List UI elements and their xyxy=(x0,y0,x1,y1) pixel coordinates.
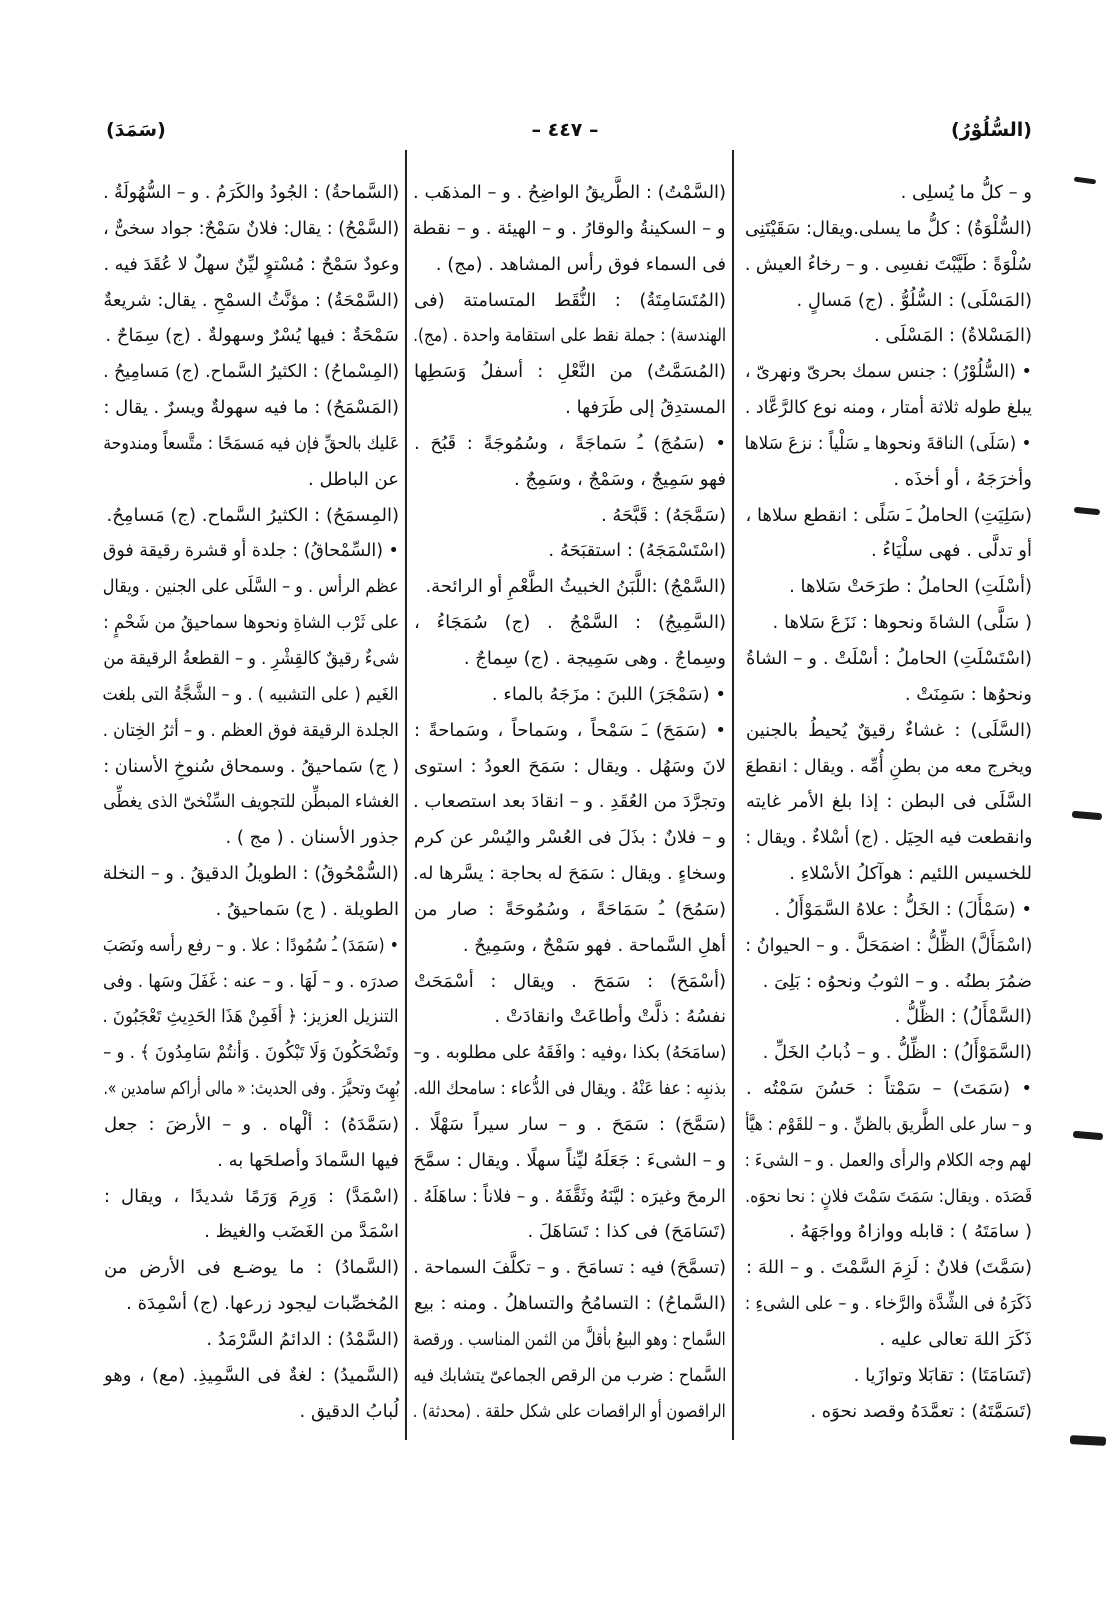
entry-line xyxy=(103,749,399,785)
entry-line xyxy=(103,1250,399,1286)
entry-line-text: • (سَمْأَلَ) : الخَلُّ : علاهُ السَّمَوْأَلُ . xyxy=(774,898,1032,920)
entry-line xyxy=(745,605,1032,641)
entry-line xyxy=(745,999,1032,1035)
entry-line xyxy=(413,211,726,247)
entry-line xyxy=(103,892,399,928)
entry-line-text: عن الباطل . xyxy=(308,468,399,490)
entry-line xyxy=(413,856,726,892)
entry-line xyxy=(413,498,726,534)
entry-line xyxy=(745,498,1032,534)
entry-line-text: للخسيس اللئيم : هوآكلُ الأسْلاءِ . xyxy=(789,863,1032,885)
entry-line xyxy=(103,713,399,749)
entry-line-text: الجلدة الرقيقة فوق العظم . و – أثرُ الخِتان . xyxy=(102,719,399,741)
entry-line xyxy=(103,605,399,641)
entry-line-text: • (السِّمْحاقُ) : جلدة أو قشرة رقيقة فوق xyxy=(103,540,399,562)
entry-line xyxy=(745,354,1032,390)
entry-line-text: السَّماح : ضرب من الرقص الجماعىّ يتشابك فيه xyxy=(412,1364,726,1386)
entry-line-text: سُلْوَةً : طَيَّبْتَ نفسِى . و – رخاءُ العيش . xyxy=(744,253,1032,275)
entry-line xyxy=(413,605,726,641)
entry-line-text: لانَ وسَهُل . ويقال : سَمَحَ العودُ : استوى xyxy=(414,755,726,777)
entry-line xyxy=(413,1179,726,1215)
entry-line-text: وعودٌ سَمْحٌ : مُسْتوٍ ليِّنٌ سهلٌ لا عُقَدَ فيه . xyxy=(102,253,399,275)
entry-line-text: (المُسَمَّتُ) من النَّعْلِ : أسفلُ وَسَطِها xyxy=(414,361,726,383)
entry-line xyxy=(413,1358,726,1394)
entry-line xyxy=(745,749,1032,785)
entry-line xyxy=(103,462,399,498)
right-column xyxy=(745,175,1032,1430)
header-left-keyword: (سَمَدَ) xyxy=(106,119,166,141)
entry-line xyxy=(745,247,1032,283)
entry-line xyxy=(745,211,1032,247)
entry-line xyxy=(103,999,399,1035)
entry-line-text: و – سار على الطَّريق بالظنِّ . و – للقَوْم : هيَّأ xyxy=(745,1113,1032,1135)
entry-line xyxy=(413,318,726,354)
entry-line xyxy=(745,641,1032,677)
entry-line-text: فى السماء فوق رأس المشاهد . (مج) . xyxy=(435,253,726,275)
entry-line-text: (السَّمَوْأَلُ) : الظِّلُّ . و – ذُبابُ الخَلِّ . xyxy=(762,1042,1032,1064)
entry-line-text: جذور الأسنان . ( مج ) . xyxy=(225,827,399,849)
scan-mark xyxy=(1070,1435,1106,1446)
entry-line xyxy=(745,426,1032,462)
entry-line xyxy=(103,1035,399,1071)
entry-line-text: الهندسة) : جملة نقط على استقامة واحدة . (مج). xyxy=(412,325,726,347)
entry-line-text: (السَّمِيجُ) : السَّمْجُ . (ج) سُمَجَاءُ ، xyxy=(414,612,726,634)
entry-line-text: (السَّمْحُ) : يقال: فلانٌ سَمْحٌ: جواد سخىٌّ ، xyxy=(103,217,399,239)
entry-line-text: ( ج) سَماحيقُ . وسمحاق سُنوخِ الأسنان : xyxy=(102,755,399,777)
entry-line-text: (السَّمادُ) : ما يوضـع فى الأرض من xyxy=(104,1257,399,1279)
entry-line-text: و – كلُّ ما يُسلِى . xyxy=(900,182,1032,203)
entry-line-text: (السَّمْأَلُ) : الظِّلُّ . xyxy=(894,1006,1032,1028)
page-number: – ٤٤٧ – xyxy=(531,119,599,141)
entry-line xyxy=(745,1071,1032,1107)
entry-line-text: (المِسْماحُ) : الكثيرُ السَّماح. (ج) مَسامِيحُ . xyxy=(103,361,399,383)
entry-line xyxy=(413,1143,726,1179)
entry-line xyxy=(103,928,399,964)
entry-line xyxy=(103,533,399,569)
entry-line-text: (تَسَمَّتَهُ) : تعمَّدَهُ وقصد نحوَه . xyxy=(810,1400,1032,1422)
entry-line-text: (سَمَّجَهُ) : قَبَّحَهُ . xyxy=(600,504,726,526)
entry-line-text: أو تدلَّى . فهى سلْيَاءُ . xyxy=(870,540,1032,562)
entry-line-text: (اسْتَسْمَجَهُ) : استقبَحَهُ . xyxy=(548,540,726,562)
header-right-keyword: (السُّلُوْرُ) xyxy=(951,119,1032,141)
entry-line-text: ضمُرَ بطنُه . و – الثوبُ ونحوُه : بَلِىَ . xyxy=(762,970,1032,992)
entry-line xyxy=(413,999,726,1035)
entry-line xyxy=(745,892,1032,928)
entry-line xyxy=(745,283,1032,319)
entry-line-text: ذَكَرَ اللهَ تعالى عليه . xyxy=(879,1329,1032,1350)
entry-line-text: شىءٌ رقيقٌ كالقِشْرِ . و – القطعةُ الرقيقة من xyxy=(103,647,399,669)
entry-line-text: وانقطعت فيه الحِيَل . (ج) أسْلاءٌ . ويقال : xyxy=(744,827,1032,849)
entry-line-text: (سامَحَهُ) بكذا ،وفيه : وافَقَهُ على مطلوبه . و– xyxy=(412,1042,726,1064)
entry-line xyxy=(413,175,726,211)
entry-line xyxy=(745,964,1032,1000)
entry-line xyxy=(413,533,726,569)
entry-line-text: بُهِتَ وتحيَّرَ . وفى الحديث: « مالى أراكم سامدين ». xyxy=(103,1078,399,1100)
entry-line xyxy=(745,1179,1032,1215)
entry-line xyxy=(745,928,1032,964)
entry-line xyxy=(413,426,726,462)
scan-mark xyxy=(1074,176,1096,184)
entry-line-text: الرمحَ وغيرَه : ليَّنَهُ وثَقَّفَهُ . و – فلاناً : ساهَلَهُ . xyxy=(412,1185,726,1207)
entry-line-text: وأخرَجَهُ ، أو أخذَه . xyxy=(893,468,1032,490)
entry-line xyxy=(745,1250,1032,1286)
entry-line-text: ذَكَرَهُ فى الشِّدَّة والرَّخاء . و – على الشىءِ : xyxy=(744,1293,1032,1315)
entry-line-text: ( سامَتَهُ ) : قابله ووازاهُ وواجَهَهُ . xyxy=(789,1221,1032,1243)
entry-line xyxy=(413,1286,726,1322)
entry-line-text: على ثَرْب الشاةِ ونحوها سماحيقُ من شَحْمٍ : xyxy=(102,612,399,634)
scan-mark xyxy=(1074,507,1100,516)
entry-line-text: المُخصِّبات ليجود زرعها. (ج) أسْمِدَة . xyxy=(126,1293,399,1315)
entry-line-text: الطويلة . ( ج) سَماحيقُ . xyxy=(215,898,399,920)
entry-line-text: ( سَلَّى) الشاةَ ونحوها : نَزَعَ سَلاها . xyxy=(772,612,1032,634)
entry-line xyxy=(413,677,726,713)
left-column xyxy=(103,175,399,1430)
entry-line-text: ونحوُها : سَمِنَتْ . xyxy=(904,683,1032,705)
entry-line xyxy=(103,964,399,1000)
entry-line-text: (تَسَامَحَ) فى كذا : تَسَاهَلَ . xyxy=(527,1221,726,1243)
entry-line-text: يبلغ طوله ثلاثة أمتار ، ومنه نوع كالرَّعَّاد . xyxy=(745,397,1032,419)
entry-line xyxy=(103,390,399,426)
entry-line xyxy=(103,175,399,211)
scan-mark xyxy=(1073,1131,1103,1141)
entry-line xyxy=(103,318,399,354)
entry-line-text: (المَسْمَحُ) : ما فيه سهولةٌ ويسرٌ . يقال : xyxy=(103,397,399,419)
entry-line-text: (السَّميدُ) : لغةٌ فى السَّمِيذِ. (مع) ، وهو xyxy=(104,1364,399,1386)
entry-line-text: أهلِ السَّماحة . فهو سَمْحٌ ، وسَمِيحٌ . xyxy=(462,934,726,956)
entry-line xyxy=(413,462,726,498)
entry-line xyxy=(745,462,1032,498)
entry-line-text: (تسمَّحَ) فيه : تسامَحَ . و – تكلَّفَ السماحة . xyxy=(412,1257,726,1279)
entry-line xyxy=(745,1394,1032,1430)
entry-line xyxy=(413,784,726,820)
entry-line-text: (السَّماحُ) : التسامُحُ والتساهلُ . ومنه : بيع xyxy=(414,1293,726,1315)
entry-line xyxy=(103,1214,399,1250)
entry-line-text: السَّماح : وهو البيعُ بأقلَّ من الثمن المناسب . ورقصة xyxy=(412,1329,726,1350)
entry-line xyxy=(745,1286,1032,1322)
entry-line xyxy=(745,1214,1032,1250)
entry-line-text: نفسُهُ : ذلَّتْ وأطاعَتْ وانقادَتْ . xyxy=(494,1006,726,1028)
entry-line xyxy=(413,283,726,319)
entry-line xyxy=(103,1394,399,1430)
entry-line xyxy=(745,820,1032,856)
entry-line xyxy=(745,318,1032,354)
entry-line xyxy=(103,1286,399,1322)
entry-line-text: • (سَمُجَ) ـُ سَماجَةً ، وسُمُوجَةً : قَبُحَ . xyxy=(414,432,726,454)
entry-line-text: (المَسْلاةُ) : المَسْلَى . xyxy=(873,325,1032,347)
entry-line xyxy=(103,247,399,283)
entry-line-text: (السُّمْحُوقُ) : الطويلُ الدقيقُ . و – النخلة xyxy=(102,863,399,885)
entry-line-text: السَّلَى فى البطن : إذا بلغ الأمر غايته xyxy=(746,791,1032,813)
entry-line-text: اسْمَدَّ من الغَضَب والغيظ . xyxy=(204,1221,399,1243)
entry-line-text: (المِسمَحُ) : الكثيرُ السَّماح. (ج) مَسامِحُ. xyxy=(106,504,399,526)
entry-line-text: (السَّمْجُ) :اللَّبَنُ الخبيثُ الطَّعْمِ أو الرائحة. xyxy=(425,576,726,598)
entry-line-text: الغَيم ( على التشبيه ) . و – الشَّجَّةُ التى بلغت xyxy=(102,683,399,705)
entry-line xyxy=(103,641,399,677)
entry-line-text: المستدِقُ إلى طَرَفها . xyxy=(565,397,726,419)
entry-line xyxy=(413,247,726,283)
entry-line-text: و – الشىءَ : جَعَلَهُ ليِّناً سهلًا . ويقال : سمَّحَ xyxy=(413,1149,726,1171)
entry-line-text: لُبابُ الدقيق . xyxy=(299,1400,399,1422)
entry-line xyxy=(745,390,1032,426)
entry-line xyxy=(413,1322,726,1358)
entry-line-text: (السَّلَى) : غشاءٌ رقيقٌ يُحيطُ بالجنين xyxy=(746,719,1032,741)
entry-line xyxy=(103,426,399,462)
entry-line xyxy=(103,1179,399,1215)
entry-line-text: • (السُّلُوْرُ) : جنس سمك بحرىّ ونهرىّ ، xyxy=(745,361,1032,383)
entry-line xyxy=(745,1143,1032,1179)
entry-line xyxy=(745,713,1032,749)
entry-line xyxy=(413,1394,726,1430)
entry-line-text: وسِماجٌ . وهى سَمِيجة . (ج) سِماجٌ . xyxy=(463,647,726,669)
entry-line xyxy=(745,533,1032,569)
entry-line-text: و – فلانٌ : بذَلَ فى العُسْر واليُسْر عن كرم xyxy=(414,827,726,849)
entry-line-text: (أسْلَتِ) الحاملُ : طرَحَتْ سَلاها . xyxy=(789,576,1032,598)
entry-line xyxy=(413,1214,726,1250)
entry-line xyxy=(413,749,726,785)
entry-line xyxy=(413,820,726,856)
entry-line-text: • (سَمْجَرَ) اللبنَ : مزَجَهُ بالماء . xyxy=(491,683,726,705)
entry-line xyxy=(413,892,726,928)
entry-line-text: الغشاء المبطِّن للتجويف السِّنْخىّ الذى يغطِّى xyxy=(103,791,399,813)
entry-line xyxy=(103,498,399,534)
entry-line xyxy=(103,1143,399,1179)
entry-line-text: (المَسْلَى) : السُّلُوُّ . (ج) مَسالٍ . xyxy=(796,289,1032,311)
entry-line-text: (السَّمْدُ) : الدائمُ السَّرْمَدُ . xyxy=(206,1329,399,1350)
entry-line-text: (أسْمَحَ) : سَمَحَ . ويقال : أسْمَحَتْ xyxy=(414,970,726,992)
entry-line xyxy=(745,1107,1032,1143)
entry-line xyxy=(745,175,1032,211)
middle-column xyxy=(413,175,726,1430)
entry-line-text: (سَمُحَ) ـُ سَمَاحَةً ، وسُمُوحَةً : صار من xyxy=(414,898,726,920)
entry-line xyxy=(103,211,399,247)
entry-line-text: (تَسَامَتَا) : تقابَلا وتوازَيا . xyxy=(853,1364,1032,1386)
entry-line-text: (سَلِيَتِ) الحاملُ ـَ سَلًى : انقطع سلاها ، xyxy=(745,504,1032,526)
entry-line-text: عظم الرأس . و – السَّلَى على الجنين . ويقال xyxy=(103,576,399,598)
entry-line-text: • (سَمَحَ) ـَ سَمْحاً ، وسَماحاً ، وسَماحةً : xyxy=(414,719,726,741)
entry-line-text: (سَمَّتَ) فلانٌ : لَزِمَ السَّمْتَ . و – اللهَ : xyxy=(746,1257,1032,1279)
entry-line xyxy=(413,1107,726,1143)
entry-line xyxy=(413,713,726,749)
column-rule-right xyxy=(732,150,734,1440)
entry-line-text: (اسْمَأَلَّ) الظِّلُّ : اضمَحَلَّ . و – الحيوانُ : xyxy=(745,934,1032,956)
entry-line xyxy=(413,1250,726,1286)
entry-line xyxy=(103,1358,399,1394)
entry-line xyxy=(745,1035,1032,1071)
entry-line xyxy=(103,1107,399,1143)
entry-line xyxy=(745,1322,1032,1358)
entry-line xyxy=(413,354,726,390)
entry-line xyxy=(103,784,399,820)
entry-line xyxy=(413,964,726,1000)
entry-line xyxy=(745,677,1032,713)
entry-line-text: (اسْمَدَّ) : وَرِمَ وَرَمًا شديدًا ، ويقال : xyxy=(104,1185,399,1207)
entry-line-text: • (سَمَدَ) ـُ سُمُودًا : علا . و – رفع رأسه ونَصَبَ xyxy=(102,934,399,956)
entry-line-text: سَمْحَةٌ : فيها يُسْرٌ وسهولةٌ . (ج) سِمَاحٌ . xyxy=(105,325,399,347)
entry-line xyxy=(745,784,1032,820)
entry-line-text: ويخرج معه من بطنِ أُمِّه . ويقال : انقطعَ xyxy=(745,755,1032,777)
entry-line-text: (السَّماحةُ) : الجُودُ والكَرَمُ . و – السُّهُولَةُ . xyxy=(102,182,399,203)
entry-line-text: صدرَه . و – لَهَا . و – عنه : غَفَلَ وسَها . وفى xyxy=(103,970,399,992)
entry-line xyxy=(745,856,1032,892)
entry-line xyxy=(103,569,399,605)
scan-mark xyxy=(1072,811,1102,821)
entry-line-text: (السَّمْحَةُ) : مؤنَّثُ السمْحِ . يقال: شريعةٌ xyxy=(103,289,399,311)
entry-line xyxy=(103,820,399,856)
entry-line-text: بذنبِه : عفا عَنْهُ . ويقال فى الدُّعاء : سامحك الله. xyxy=(413,1078,726,1100)
entry-line-text: وتجرَّدَ من العُقَدِ . و – انقادَ بعد استصعاب . xyxy=(413,791,726,813)
entry-line xyxy=(103,354,399,390)
entry-line-text: التنزيل العزيز: ﴿ أفَمِنْ هَذَا الحَدِيثِ تَعْجَبُونَ . xyxy=(103,1006,399,1028)
entry-line-text: وتَضْحَكُونَ وَلَا تَبْكُونَ . وَأنتُمْ سَامِدُونَ ﴾ . و – xyxy=(102,1042,399,1064)
entry-line-text: وسخاءٍ . ويقال : سَمَحَ له بحاجة : يسَّرها له. xyxy=(412,863,726,885)
entry-line-text: الراقصون أو الراقصات على شكل حلقة . (محدثة) . xyxy=(412,1400,726,1422)
entry-line-text: (السُّلْوَةُ) : كلُّ ما يسلى.ويقال: سَقَيْتَنِى xyxy=(744,217,1032,239)
entry-line-text: (سَمَّدَهُ) : ألْهاه . و – الأرضَ : جعل xyxy=(104,1113,399,1135)
entry-line xyxy=(745,569,1032,605)
entry-line-text: فيها السَّمادَ وأصلحَها به . xyxy=(217,1149,399,1171)
entry-line-text: قَصَدَه . ويقال: سَمَتَ سَمْتَ فلانٍ : نحا نحوَه. xyxy=(745,1185,1032,1207)
entry-line xyxy=(413,641,726,677)
entry-line xyxy=(103,856,399,892)
entry-line xyxy=(745,1358,1032,1394)
entry-line-text: (اسْتَسْلَتِ) الحاملُ : أسْلَتْ . و – الشاةُ xyxy=(746,647,1032,669)
entry-line-text: • (سَلَى) الناقةَ ونحوها ـِ سَلْياً : نزعَ سَلاها xyxy=(744,432,1032,454)
entry-line-text: و – السكينةُ والوقارُ . و – الهيئة . و – نقطة xyxy=(412,217,726,239)
entry-line xyxy=(103,283,399,319)
entry-line-text: فهو سَمِيجٌ ، وسَمْجٌ ، وسَمِجٌ . xyxy=(513,468,726,490)
entry-line xyxy=(413,1035,726,1071)
entry-line xyxy=(413,928,726,964)
entry-line-text: (المُتَسَامِتَةُ) : النُّقَط المتسامتة (فى xyxy=(414,289,726,311)
entry-line-text: لهم وجه الكلام والرأى والعمل . و – الشىءَ : xyxy=(745,1149,1032,1171)
entry-line xyxy=(103,1071,399,1107)
entry-line-text: (سَمَّحَ) : سَمَحَ . و – سار سيراً سَهْلًا . xyxy=(414,1113,726,1135)
entry-line xyxy=(413,390,726,426)
entry-line-text: عَليك بالحقِّ فإن فيه مَسمَحًا : متَّسعاً ومندوحة xyxy=(102,432,399,454)
entry-line xyxy=(413,569,726,605)
entry-line-text: (السَّمْتُ) : الطَّريقُ الواضِحُ . و – المذهَب . xyxy=(412,182,726,203)
entry-line-text: • (سَمَتَ) – سَمْتاً : حَسُنَ سَمْتُه . xyxy=(746,1078,1032,1100)
entry-line xyxy=(103,1322,399,1358)
entry-line xyxy=(103,677,399,713)
entry-line xyxy=(413,1071,726,1107)
